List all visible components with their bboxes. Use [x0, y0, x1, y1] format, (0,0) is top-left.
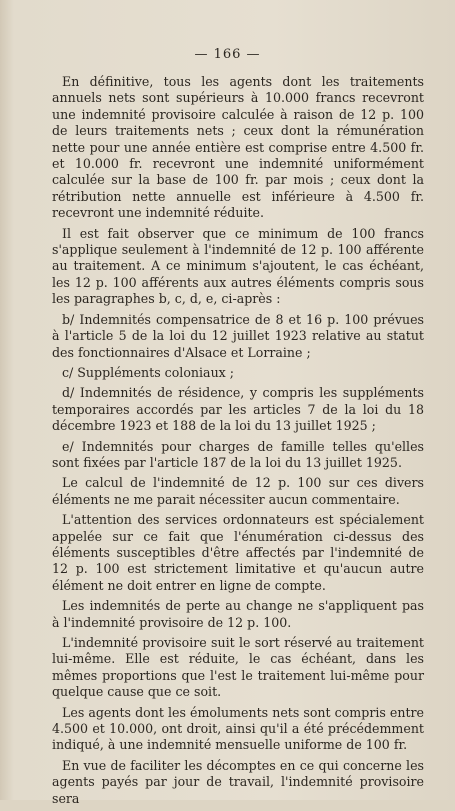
paragraph-exchange-loss: Les indemnités de perte au change ne s'appliquent pas à l'indemnité provisoire de 12 p. 100. — [52, 598, 424, 630]
paragraph-minimum: Il est fait observer que ce minimum de 100 francs s'applique seulement à l'indemnité de 12 p. 100 afférente au traitement. A ce minimum s'ajoutent, le cas échéant, les 12 p. 100 afférents aux autres éléments compris sous les paragraphes b, c, d, e, ci-après : — [52, 225, 424, 307]
paragraph-item-b: b/ Indemnités compensatrice de 8 et 16 p. 100 prévues à l'article 5 de la loi du 12 juillet 1923 relative au statut des fonctionnaires d'Alsace et Lorraine ; — [52, 311, 424, 360]
paragraph-attention: L'attention des services ordonnateurs est spécialement appelée sur ce fait que l'énumération ci-dessus des éléments susceptibles d'être affectés par l'indemnité de 12 p. 100 est strictement limitative et qu'aucun autre élément ne doit entrer en ligne de compte. — [52, 512, 424, 593]
paragraph-summary: En définitive, tous les agents dont les traitements annuels nets sont supérieurs à 10.000 francs recevront une indemnité provisoire calculée à raison de 12 p. 100 de leurs traitements nets ; ceux dont la rémunération nette pour une année entière est comprise entre 4.500 fr. et 10.000 fr. recevront une indemnité uniformément calculée sur la base de 100 fr. par mois ; ceux dont la rétribution nette annuelle est inférieure à 4.500 fr. recevront une indemnité réduite. — [52, 74, 424, 221]
body-text — [52, 74, 424, 811]
paragraph-item-e: e/ Indemnités pour charges de famille telles qu'elles sont fixées par l'article 187 de la loi du 13 juillet 1925. — [52, 438, 424, 470]
paragraph-daily-agents: En vue de faciliter les décomptes en ce qui concerne les agents payés par jour de travail, l'indemnité provisoire sera — [52, 757, 424, 806]
paragraph-reduction: L'indemnité provisoire suit le sort réservé au traitement lui-même. Elle est réduite, le cas échéant, dans les mêmes proportions que l'est le traitement lui-même pour quelque cause que ce soit. — [52, 635, 424, 700]
paragraph-uniform-indemnity: Les agents dont les émoluments nets sont compris entre 4.500 et 10.000, ont droit, ainsi qu'il a été précédemment indiqué, à une indemnité mensuelle uniforme de 100 fr. — [52, 704, 424, 753]
paragraph-item-d: d/ Indemnités de résidence, y compris les suppléments temporaires accordés par les articles 7 de la loi du 18 décembre 1923 et 188 de la loi du 13 juillet 1925 ; — [52, 385, 424, 434]
paragraph-calculation: Le calcul de l'indemnité de 12 p. 100 sur ces divers éléments ne me parait nécessiter aucun commentaire. — [52, 475, 424, 507]
paragraph-item-c: c/ Suppléments coloniaux ; — [62, 364, 235, 380]
page-number: — 166 — — [194, 47, 261, 62]
